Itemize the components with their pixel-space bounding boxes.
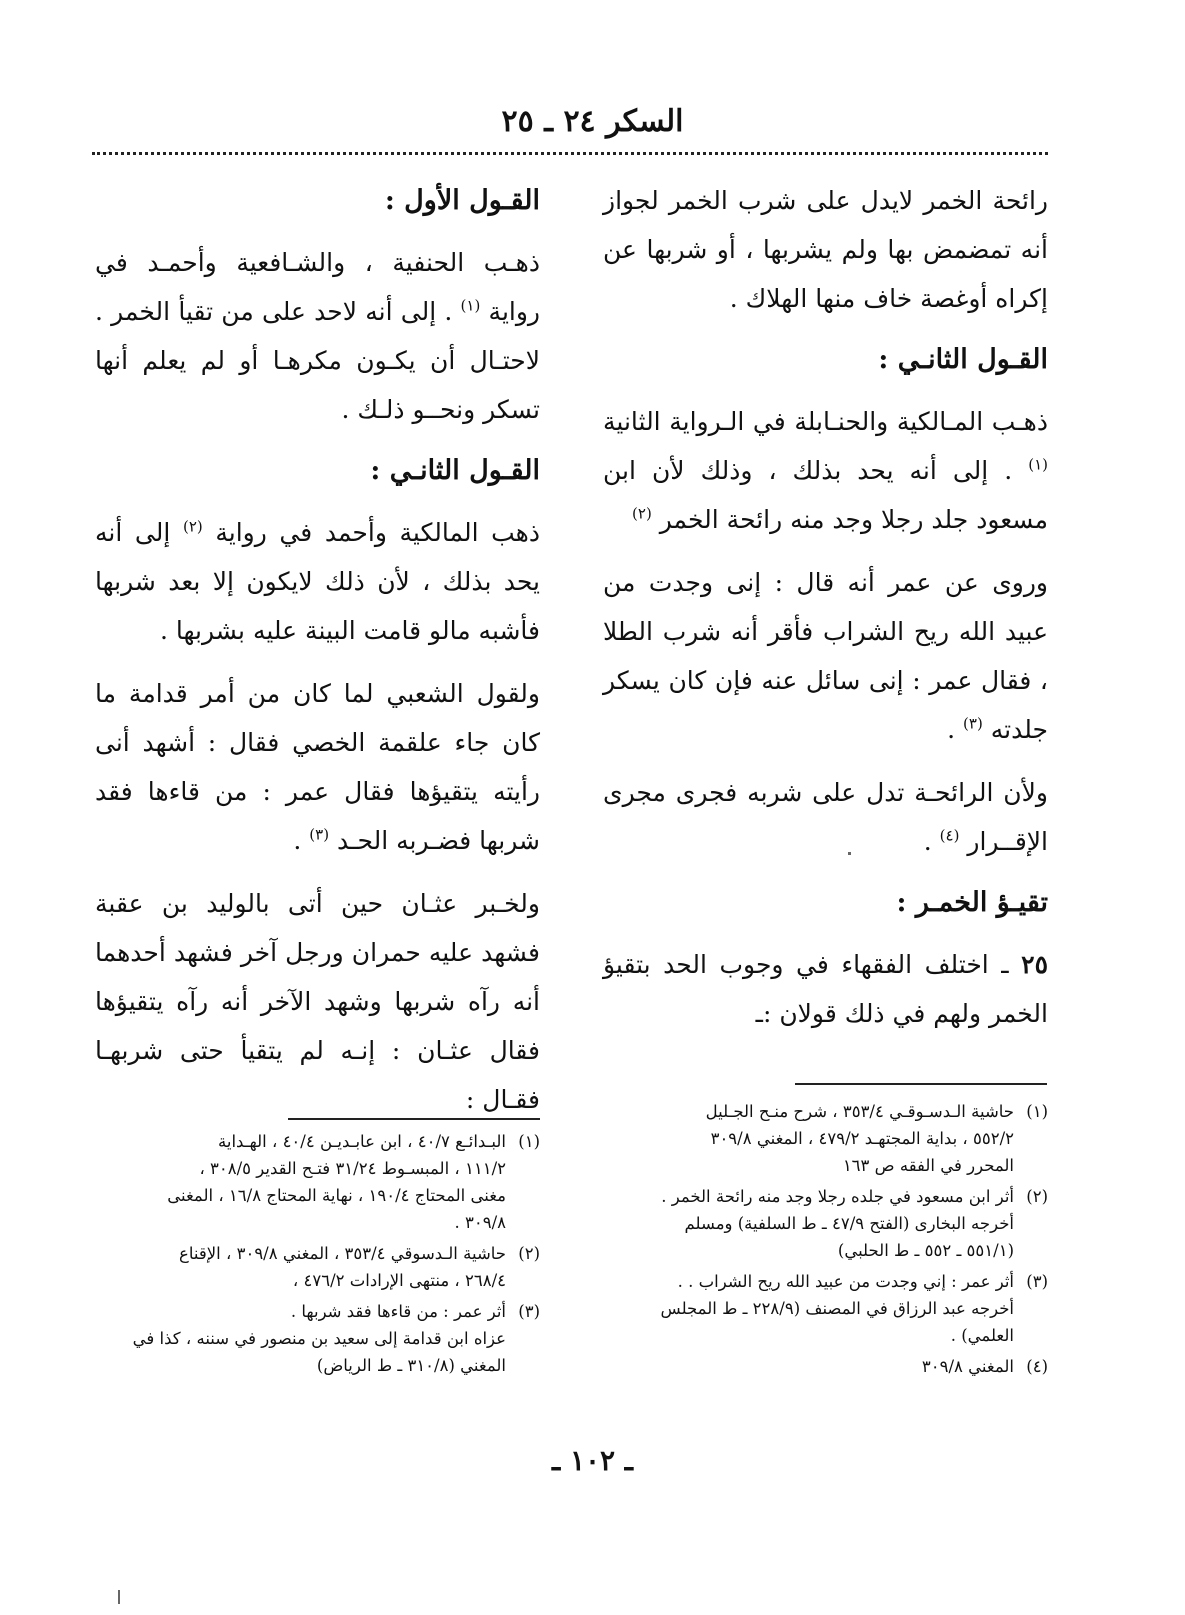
footnote-line: أخرجه عبد الرزاق في المصنف (٢٢٨/٩ ـ ط المجلس <box>660 1299 1014 1318</box>
left-footnotes <box>95 1128 540 1383</box>
footnote-line: ١١١/٢ ، المبسـوط ٣١/٢٤ فتـح القدير ٣٠٨/٥ ، <box>199 1159 506 1178</box>
right-paragraph-2-text: ذهـب المـالكية والحنـابلة في الـرواية الثانية <box>603 407 1048 436</box>
footnote-item <box>603 1268 1048 1349</box>
section-number: ٢٥ <box>1021 950 1048 979</box>
footnote-mark: (١) <box>518 1132 540 1151</box>
footnote-item <box>603 1353 1048 1380</box>
right-paragraph-5-text: ـ اختلف الفقهاء في وجوب الحد بتقيؤ الخمر ولهم في ذلك قولان :ـ <box>603 950 1048 1028</box>
footnote-ref-2: (٢) <box>632 504 652 523</box>
right-paragraph-4-end: . <box>923 827 932 856</box>
right-heading-vomiting-wine: تقيـؤ الخمـر : <box>896 887 1048 918</box>
footnote-line: حاشية الـدسـوقـي ٣٥٣/٤ ، شرح منـح الجـليل <box>705 1102 1014 1121</box>
left-paragraph-1-rest: . إلى أنه لاحد على من تقيأ الخمر . لاحتـال أن يكـون مكرهـا أو لم يعلم أنها تسكر ونحــو ذلـك . <box>95 297 540 424</box>
footnote-line: أخرجه البخارى (الفتح ٤٧/٩ ـ ط السلفية) ومسلم <box>684 1214 1014 1233</box>
right-paragraph-1: رائحة الخمر لايدل على شرب الخمر لجواز أنه تمضمض بها ولم يشربها ، أو شربها عن إكراه أوغصة خاف منها الهلاك . <box>603 186 1048 313</box>
left-column <box>95 176 540 1138</box>
footnote-mark: (٤) <box>1026 1357 1048 1376</box>
footnote-mark: (١) <box>1026 1102 1048 1121</box>
footnote-mark: (٣) <box>518 1302 540 1321</box>
footnote-line: أثر عمر : إني وجدت من عبيد الله ريح الشراب . . <box>677 1272 1014 1291</box>
footnote-line: عزاه ابن قدامة إلى سعيد بن منصور في سننه ، كذا في <box>132 1329 506 1348</box>
left-paragraph-3 <box>95 669 540 865</box>
left-paragraph-3-end: . <box>293 826 302 855</box>
scan-speck <box>848 852 851 855</box>
right-paragraph-3-end: . <box>947 715 956 744</box>
footnote-ref-3: (٣) <box>963 714 983 733</box>
right-footnote-rule <box>795 1083 1047 1085</box>
footnote-line: المغني (٣١٠/٨ ـ ط الرياض) <box>316 1356 506 1375</box>
left-heading-first-opinion: القـول الأول : <box>384 185 540 216</box>
footnote-line: ٣٠٩/٨ . <box>454 1213 506 1232</box>
right-paragraph-2 <box>603 397 1048 544</box>
left-heading-second-opinion: القـول الثانـي : <box>370 455 540 486</box>
header-dotted-rule <box>92 152 1048 155</box>
right-paragraph-4-text: ولأن الرائحـة تدل على شربه فجرى مجرى الإقــرار <box>603 778 1048 856</box>
right-paragraph-2-rest: . إلى أنه يحد بذلك ، وذلك لأن ابن مسعود جلد رجلا وجد منه رائحة الخمر <box>603 456 1048 534</box>
right-heading-second-opinion: القـول الثانـي : <box>878 344 1048 375</box>
footnote-item <box>95 1128 540 1236</box>
page-number: ـ ١٠٢ ـ <box>551 1444 634 1477</box>
footnote-item <box>603 1183 1048 1264</box>
footnote-line: حاشية الـدسوقي ٣٥٣/٤ ، المغني ٣٠٩/٨ ، الإقناع <box>179 1244 506 1263</box>
left-paragraph-1 <box>95 238 540 434</box>
footnote-ref-3: (٣) <box>309 825 330 844</box>
footnote-ref-1: (١) <box>460 296 481 315</box>
footnote-line: المحرر في الفقه ص ١٦٣ <box>842 1156 1014 1175</box>
left-paragraph-4: ولخـبر عثـان حين أتى بالوليد بن عقبة فشهد عليه حمران ورجل آخر فشهد أحدهما أنه رآه شربها وشهد الآخر أنه رآه يتقيؤها فقال عثـان : إنـه لم يتقيأ حتى شربهـا فقـال : <box>95 889 540 1114</box>
footnote-line: أثر عمر : من قاءها فقد شربها . <box>290 1302 506 1321</box>
right-paragraph-5 <box>603 940 1048 1038</box>
footnote-line: مغنى المحتاج ١٩٠/٤ ، نهاية المحتاج ١٦/٨ ، المغنى <box>167 1186 506 1205</box>
footnote-item <box>603 1098 1048 1179</box>
left-paragraph-2-rest: إلى أنه يحد بذلك ، لأن ذلك لايكون إلا بعد شربها فأشبه مالو قامت البينة عليه بشربها . <box>95 518 540 645</box>
footnote-line: البـدائـع ٤٠/٧ ، ابن عابـديـن ٤٠/٤ ، الهـداية <box>218 1132 506 1151</box>
footnote-ref-2: (٢) <box>182 517 203 536</box>
footnote-line: المغني ٣٠٩/٨ <box>921 1357 1014 1376</box>
footnote-item <box>95 1240 540 1294</box>
page-header-title: السكر ٢٤ ـ ٢٥ <box>501 104 684 139</box>
footnote-item <box>95 1298 540 1379</box>
footnote-line: أثر ابن مسعود في جلده رجلا وجد منه رائحة الخمر . <box>661 1187 1014 1206</box>
right-footnotes <box>603 1098 1048 1384</box>
footnote-ref-1: (١) <box>1028 455 1048 474</box>
right-column <box>603 176 1048 1052</box>
left-paragraph-2-text: ذهب المالكية وأحمد في رواية <box>215 518 540 547</box>
left-paragraph-1-text: ذهـب الحنفية ، والشـافعية وأحمـد في رواية <box>95 248 540 326</box>
left-paragraph-2 <box>95 508 540 655</box>
right-paragraph-3-text: وروى عن عمر أنه قال : إنى وجدت من عبيد الله ريح الشراب فأقر أنه شرب الطلا ، فقال عمر : إنى سائل عنه فإن كان يسكر جلدته <box>603 568 1048 744</box>
footnote-line: العلمي) . <box>950 1326 1014 1345</box>
scan-speck <box>118 1590 120 1604</box>
right-paragraph-4 <box>603 768 1048 866</box>
left-paragraph-3-text: ولقول الشعبي لما كان من أمر قدامة ما كان جاء علقمة الخصي فقال : أشهد أنى رأيته يتقيؤها فقال عمر : من قاءها فقد شربها فضـربه الحـد <box>95 679 540 855</box>
left-footnote-rule <box>288 1118 540 1120</box>
footnote-line: ٢٦٨/٤ ، منتهى الإرادات ٤٧٦/٢ ، <box>292 1271 506 1290</box>
footnote-mark: (٢) <box>1026 1187 1048 1206</box>
right-paragraph-3 <box>603 558 1048 754</box>
footnote-mark: (٣) <box>1026 1272 1048 1291</box>
footnote-line: ٥٥٢/٢ ، بداية المجتهـد ٤٧٩/٢ ، المغني ٣٠٩/٨ <box>710 1129 1014 1148</box>
footnote-ref-4: (٤) <box>939 826 960 845</box>
footnote-line: (٥٥١/١ ـ ٥٥٢ ـ ط الحلبي) <box>837 1241 1014 1260</box>
footnote-mark: (٢) <box>518 1244 540 1263</box>
